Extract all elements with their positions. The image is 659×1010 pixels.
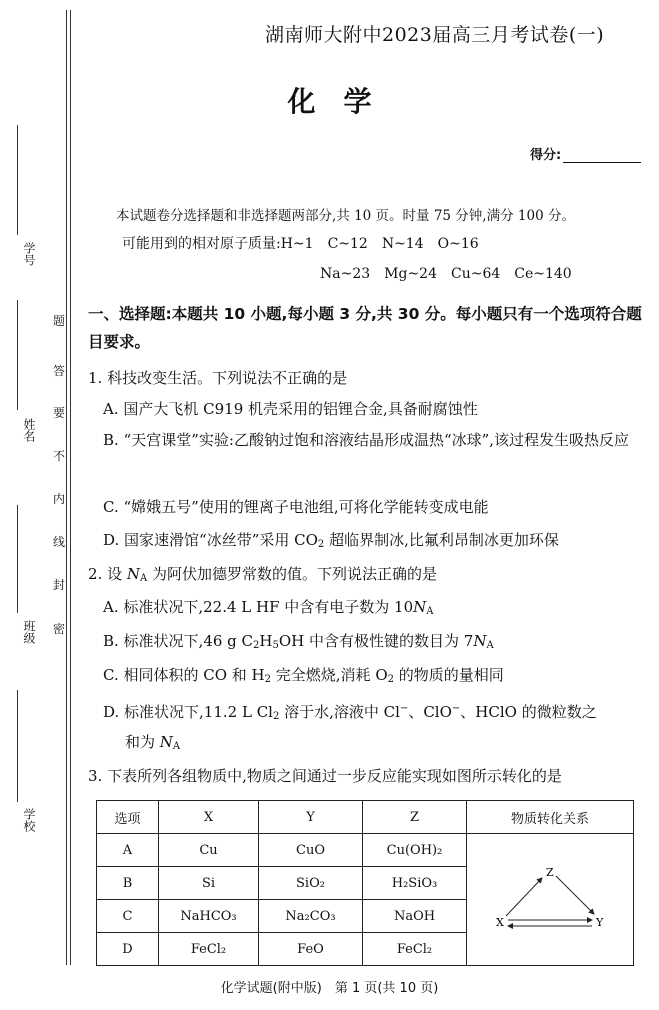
text: 、ClO — [408, 703, 452, 721]
header-cell: Y — [259, 801, 363, 834]
diagram-label-x: X — [496, 915, 504, 929]
arrow-x-to-z — [506, 878, 542, 916]
q3-stem: 3. 下表所列各组物质中,物质之间通过一步反应能实现如图所示转化的是 — [88, 767, 562, 785]
subscript: 5 — [272, 640, 279, 651]
header-cell: 选项 — [97, 801, 159, 834]
exam-title: 湖南师大附中2023届高三月考试卷(一) — [265, 24, 605, 46]
seal-char: 线 — [52, 535, 65, 549]
seal-char: 密 — [52, 622, 65, 636]
x-cell: FeCl₂ — [159, 933, 259, 966]
section-title: 一、选择题:本题共 10 小题,每小题 3 分,共 30 分。每小题只有一个选项符合题目要求。 — [88, 305, 642, 351]
q2-option-a — [103, 597, 434, 622]
text: A. 标准状况下,22.4 L HF 中含有电子数为 10 — [103, 598, 414, 616]
intro-line-1: 本试题卷分选择题和非选择题两部分,共 10 页。时量 75 分钟,满分 100 分。 — [116, 208, 575, 224]
na-symbol: N — [126, 565, 140, 583]
score-box — [530, 144, 641, 163]
q1-option-c: C. “嫦娥五号”使用的锂离子电池组,可将化学能转变成电能 — [103, 498, 489, 516]
x-cell: NaHCO₃ — [159, 900, 259, 933]
seal-char: 封 — [52, 578, 65, 592]
text: OH 中含有极性键的数目为 7 — [278, 632, 474, 650]
option-cell: C — [97, 900, 159, 933]
name-label: 姓名 — [22, 418, 36, 442]
q1-stem: 1. 科技改变生活。下列说法不正确的是 — [88, 369, 348, 387]
q3-table — [96, 800, 634, 966]
intro-line-3: Na~23 Mg~24 Cu~64 Ce~140 — [320, 266, 572, 282]
superscript: − — [399, 703, 409, 714]
name-field[interactable] — [22, 418, 42, 442]
subscript: A — [486, 640, 494, 651]
na-symbol: N — [159, 733, 173, 751]
text: D. 国家速滑馆“冰丝带”采用 CO — [103, 531, 318, 549]
text: 溶于水,溶液中 Cl — [279, 703, 400, 721]
seal-char: 题 — [52, 314, 65, 328]
text: 的物质的量相同 — [394, 666, 504, 684]
x-cell: Cu — [159, 834, 259, 867]
seal-char: 答 — [52, 364, 65, 378]
z-cell: Cu(OH)₂ — [363, 834, 467, 867]
student-no-field[interactable] — [22, 242, 42, 266]
subscript: A — [172, 741, 181, 752]
text: 为阿伏加德罗常数的值。下列说法正确的是 — [147, 565, 437, 583]
q1-option-a: A. 国产大飞机 C919 机壳采用的铝锂合金,具备耐腐蚀性 — [103, 400, 478, 418]
q2-option-d — [103, 699, 597, 727]
y-cell: SiO₂ — [259, 867, 363, 900]
header-cell: Z — [363, 801, 467, 834]
school-line[interactable] — [17, 690, 18, 802]
binding-line — [66, 10, 67, 965]
q2-option-b — [103, 631, 494, 656]
z-cell: NaOH — [363, 900, 467, 933]
conversion-diagram-cell — [467, 834, 634, 966]
subscript: 2 — [387, 674, 394, 685]
z-cell: FeCl₂ — [363, 933, 467, 966]
q2-option-c — [103, 665, 504, 690]
header-cell: X — [159, 801, 259, 834]
class-line[interactable] — [17, 505, 18, 613]
text: C. 相同体积的 CO 和 H — [103, 666, 265, 684]
subscript: 2 — [264, 674, 272, 685]
seal-char: 内 — [52, 492, 65, 506]
header-cell: 物质转化关系 — [467, 801, 634, 834]
subscript: A — [426, 606, 434, 617]
binding-line — [70, 10, 71, 965]
name-line[interactable] — [17, 300, 18, 410]
text: H — [259, 632, 273, 650]
school-field[interactable] — [22, 808, 42, 832]
seal-char: 要 — [52, 406, 65, 420]
option-cell: A — [97, 834, 159, 867]
subscript: A — [139, 573, 148, 584]
option-cell: B — [97, 867, 159, 900]
subscript: 2 — [253, 640, 260, 651]
q1-option-d — [103, 530, 559, 555]
subscript: 2 — [272, 711, 280, 722]
superscript: − — [451, 703, 461, 714]
score-blank[interactable] — [563, 162, 641, 163]
x-cell: Si — [159, 867, 259, 900]
subject-title: 化学 — [287, 85, 400, 118]
na-symbol: N — [473, 632, 487, 650]
q2-stem — [88, 564, 437, 589]
intro-line-2: 可能用到的相对原子质量:H~1 C~12 N~14 O~16 — [122, 236, 479, 252]
text: D. 标准状况下,11.2 L Cl — [103, 703, 273, 721]
student-no-label: 学号 — [22, 242, 36, 266]
binding-margin — [0, 0, 80, 1010]
option-cell: D — [97, 933, 159, 966]
text: 、HClO 的微粒数之 — [460, 703, 597, 721]
table-row — [97, 834, 634, 867]
student-no-line[interactable] — [17, 125, 18, 235]
y-cell: CuO — [259, 834, 363, 867]
y-cell: Na₂CO₃ — [259, 900, 363, 933]
y-cell: FeO — [259, 933, 363, 966]
conversion-diagram — [490, 860, 610, 940]
na-symbol: N — [413, 598, 427, 616]
table-header-row — [97, 801, 634, 834]
q2-option-d-cont — [125, 732, 180, 757]
subscript: 2 — [317, 539, 325, 550]
q1-option-b: B. “天宫课堂”实验:乙酸钠过饱和溶液结晶形成温热“冰球”,该过程发生吸热反应 — [103, 431, 630, 449]
class-field[interactable] — [22, 620, 42, 644]
z-cell: H₂SiO₃ — [363, 867, 467, 900]
class-label: 班级 — [22, 620, 36, 644]
page-footer: 化学试题(附中版) 第 1 页(共 10 页) — [220, 981, 439, 996]
text: 2. 设 — [88, 565, 127, 583]
arrow-z-to-y — [556, 876, 594, 914]
score-label: 得分: — [530, 148, 562, 163]
text: 完全燃烧,消耗 O — [271, 666, 388, 684]
text: 和为 — [125, 733, 160, 751]
diagram-label-y: Y — [596, 915, 604, 929]
text: 超临界制冰,比氟利昂制冰更加环保 — [324, 531, 559, 549]
school-label: 学校 — [22, 808, 36, 832]
diagram-label-z: Z — [546, 865, 554, 879]
text: B. 标准状况下,46 g C — [103, 632, 254, 650]
seal-char: 不 — [52, 449, 65, 463]
